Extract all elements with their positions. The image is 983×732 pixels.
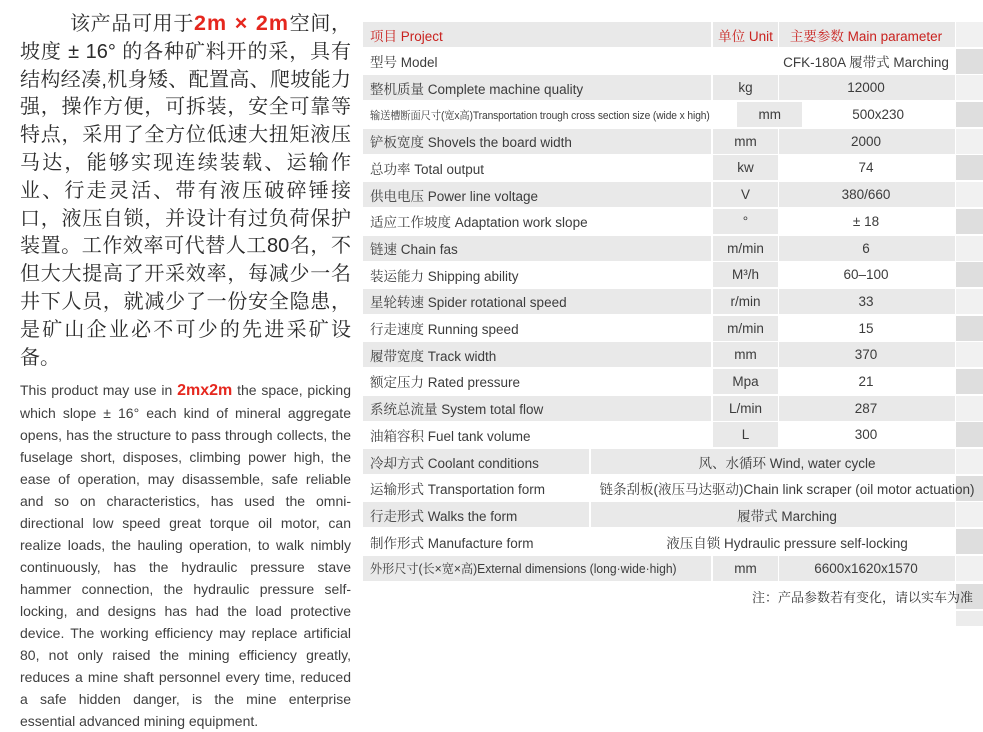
spec-label-text: 输送槽断面尺寸(宽x高)Transportation trough cross section size (wide x high) — [370, 109, 710, 122]
highlight-2m2m-en: 2mx2m — [177, 382, 233, 400]
spec-label-text: 履带宽度 Track width — [370, 348, 497, 364]
spec-table-body — [363, 49, 983, 583]
header-unit: 单位 Unit — [712, 22, 779, 47]
spec-table-header — [363, 22, 983, 47]
spec-row — [363, 155, 983, 180]
spec-row — [363, 182, 983, 207]
spec-row — [363, 316, 983, 341]
spec-label-text: 行走速度 Running speed — [370, 322, 519, 338]
spec-label-text: 总功率 Total output — [370, 161, 485, 177]
spec-unit: M³/h — [712, 262, 779, 287]
spec-value: 300 — [854, 427, 878, 443]
zh-text-prefix: 该产品可用于 — [70, 13, 195, 35]
spec-label — [363, 502, 590, 527]
spec-label-text: 链速 Chain fas — [370, 242, 458, 257]
spec-row — [363, 449, 983, 474]
spec-table — [363, 22, 983, 626]
spec-row — [363, 476, 983, 501]
tail-row — [363, 611, 983, 626]
spec-value: 500x230 — [852, 107, 905, 123]
spec-label — [363, 182, 712, 207]
spec-value: CFK-180A 履带式 Marching — [783, 55, 949, 71]
spec-unit: kw — [712, 155, 779, 180]
spec-row — [363, 75, 983, 100]
spec-unit: mm — [712, 556, 779, 581]
spec-unit: r/min — [712, 289, 779, 314]
spec-label — [363, 396, 712, 421]
spec-label-text: 制作形式 Manufacture form — [370, 535, 534, 551]
spec-unit: L — [712, 422, 779, 447]
spec-value: 履带式 Marching — [590, 502, 983, 527]
spec-label — [363, 422, 712, 447]
header-project: 项目 Project — [363, 22, 712, 47]
spec-unit: L/min — [712, 396, 779, 421]
spec-value: 6 — [862, 240, 870, 256]
spec-row — [363, 129, 983, 154]
product-description-zh — [20, 10, 351, 372]
page-edge-strip — [955, 611, 983, 626]
spec-value: ± 18 — [852, 213, 880, 229]
spec-value: 链条刮板(液压马达驱动)Chain link scraper (oil motor actuation) — [590, 476, 983, 501]
spec-label — [363, 369, 712, 394]
spec-label — [363, 476, 590, 501]
spec-unit: Mpa — [712, 369, 779, 394]
spec-label — [363, 449, 590, 474]
spec-row — [363, 289, 983, 314]
header-parameter: 主要参数 Main parameter — [789, 28, 943, 44]
zh-text-rest: 空间，坡度 ± 16° 的各种矿料开的采，具有结构经凑,机身矮、配置高、爬坡能力强，操作方便，可拆装，安全可靠等特点，采用了全方位低速大扭矩液压马达，能够实现连续装载、运输作业、行走灵活、带有液压破碎锤接口，液压自锁，并设计有过负荷保护装置。工作效率可代替人工80名，不但大大提高了开采效率，每减少一名井下人员，就减少了一份安全隐患，是矿山企业必不可少的先进采矿设备。 — [20, 13, 352, 369]
spec-row — [363, 102, 983, 127]
spec-value: 60–100 — [843, 267, 889, 283]
spec-label — [363, 342, 712, 367]
spec-label-text: 装运能力 Shipping ability — [370, 268, 519, 284]
spec-value: 液压自锁 Hydraulic pressure self-locking — [590, 529, 983, 554]
spec-unit: ° — [712, 209, 779, 234]
spec-label — [363, 102, 736, 127]
spec-label-text: 油箱容积 Fuel tank volume — [370, 428, 531, 444]
spec-label — [363, 289, 712, 314]
spec-unit: mm — [712, 342, 779, 367]
spec-value: 33 — [858, 293, 874, 309]
spec-label — [363, 556, 712, 581]
spec-value: 15 — [858, 320, 874, 336]
spec-row — [363, 262, 983, 287]
spec-row — [363, 209, 983, 234]
spec-unit: kg — [712, 75, 779, 100]
spec-label — [363, 209, 712, 234]
spec-row — [363, 49, 983, 74]
spec-label-text: 供电电压 Power line voltage — [370, 188, 539, 204]
spec-value: 风、水循环 Wind, water cycle — [590, 449, 983, 474]
note-row — [363, 584, 983, 609]
product-description-en — [20, 379, 351, 732]
spec-value: 2000 — [850, 133, 882, 149]
spec-value: 6600x1620x1570 — [814, 560, 918, 576]
spec-row — [363, 529, 983, 554]
spec-unit: m/min — [712, 236, 779, 261]
spec-row — [363, 502, 983, 527]
spec-label — [363, 236, 712, 261]
spec-label-text: 外形尺寸(长×宽×高)External dimensions (long·wide·high) — [370, 562, 677, 577]
spec-value: 380/660 — [841, 187, 891, 203]
spec-label — [363, 316, 712, 341]
spec-label — [363, 262, 712, 287]
spec-value: 74 — [858, 160, 874, 176]
spec-unit: mm — [736, 102, 803, 127]
spec-unit: m/min — [712, 316, 779, 341]
spec-label — [363, 49, 712, 74]
spec-row — [363, 396, 983, 421]
spec-label-text: 整机质量 Complete machine quality — [370, 81, 584, 97]
spec-row — [363, 369, 983, 394]
spec-label-text: 冷却方式 Coolant conditions — [370, 455, 539, 471]
spec-row — [363, 342, 983, 367]
description-column — [20, 10, 351, 732]
spec-label-text: 适应工作坡度 Adaptation work slope — [370, 215, 588, 231]
spec-label-text: 额定压力 Rated pressure — [370, 375, 521, 391]
spec-label-text: 行走形式 Walks the form — [370, 508, 518, 524]
spec-label-text: 星轮转速 Spider rotational speed — [370, 295, 567, 311]
spec-label — [363, 529, 590, 554]
spec-unit: mm — [712, 129, 779, 154]
spec-label — [363, 155, 712, 180]
spec-value: 287 — [854, 400, 878, 416]
en-text-prefix: This product may use in — [20, 382, 178, 399]
spec-value: 12000 — [847, 80, 885, 96]
spec-row — [363, 236, 983, 261]
spec-row — [363, 556, 983, 581]
spec-label-text: 型号 Model — [370, 55, 438, 71]
spec-value: 21 — [858, 373, 874, 389]
en-text-rest: the space, picking which slope ± 16° each kind of mineral aggregate opens, has the structure to pass through collects, the fuselage short, disposes, climbing power high, the ease of operation, may disassemble, safe reliable and so on characteristics, has used the omni-directional low speed great torque oil motor, can realize loads, the hauling operation, to walk nimbly continuously, has the hydraulic pressure stave hammer connection, the hydraulic pressure self-locking, and designs has had the load protective device. The working efficiency may replace artificial 80, not only raised the mining efficiency greatly, reduces a mine shaft personnel every time, reduced a safe hidden danger, is the mine enterprise essential advanced mining equipment. — [20, 382, 351, 730]
spec-label — [363, 75, 712, 100]
spec-row — [363, 422, 983, 447]
spec-label-text: 铲板宽度 Shovels the board width — [370, 135, 572, 151]
spec-unit — [712, 49, 779, 74]
spec-note: 注：产品参数若有变化，请以实车为准 — [751, 590, 973, 606]
spec-unit: V — [712, 182, 779, 207]
spec-label-text: 运输形式 Transportation form — [370, 482, 546, 498]
spec-value: 370 — [854, 347, 878, 363]
spec-label-text: 系统总流量 System total flow — [370, 402, 544, 418]
highlight-2m2m-zh: 2m × 2m — [194, 11, 290, 35]
spec-label — [363, 129, 712, 154]
